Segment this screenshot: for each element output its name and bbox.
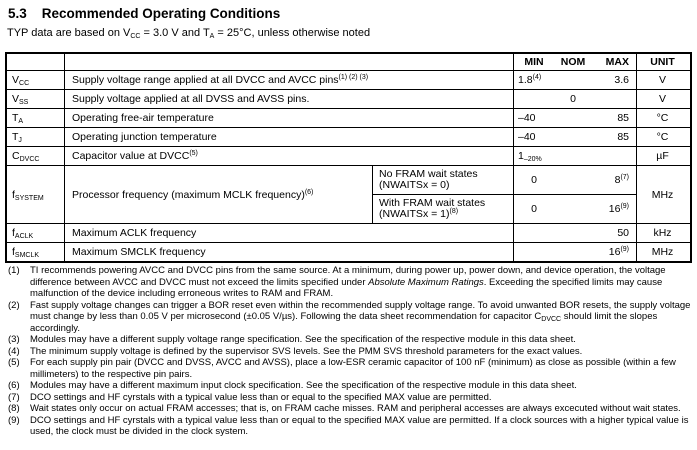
header-nom-label: NOM bbox=[560, 56, 586, 68]
description-cell bbox=[64, 224, 513, 242]
header-min-nom-max-cell bbox=[513, 54, 636, 70]
description-cell bbox=[64, 71, 513, 89]
symbol-cell bbox=[7, 243, 64, 261]
footnotes-list bbox=[8, 265, 692, 438]
symbol-vss: $V_{SS}$ bbox=[12, 93, 29, 106]
min-nom-max-cell bbox=[513, 90, 636, 108]
table-row-ta bbox=[7, 108, 690, 127]
table-row-fsmclk bbox=[7, 242, 690, 261]
symbol-tj: $T_J$ bbox=[12, 131, 22, 144]
header-description-cell bbox=[64, 54, 513, 70]
max-value: 16$^{(9)}$ bbox=[608, 203, 629, 215]
table-row-fsystem bbox=[7, 165, 690, 223]
unit-cell: V bbox=[636, 71, 688, 89]
unit-cell: °C bbox=[636, 128, 688, 146]
table-condition-note: TYP data are based on $V_{CC} = 3.0$ V and $T_A = 25^\circ C$, unless otherwise noted bbox=[7, 27, 371, 40]
unit-cell: V bbox=[636, 90, 688, 108]
unit-cell: °C bbox=[636, 109, 688, 127]
condition-cell bbox=[372, 195, 513, 223]
description-vcc: Supply voltage range applied at all DVCC and AVCC pins$^{(1) (2) (3)}$ bbox=[72, 74, 369, 86]
footnote-2 bbox=[8, 300, 692, 335]
min-value: $1_{-20\%}$ bbox=[518, 150, 542, 163]
min-value: –40 bbox=[518, 112, 536, 124]
description-cell bbox=[64, 90, 513, 108]
section-number: 5.3 bbox=[8, 6, 27, 21]
section-heading bbox=[8, 6, 280, 21]
footnote-number: (9) bbox=[8, 414, 20, 426]
min-value: 1.8$^{(4)}$ bbox=[518, 74, 542, 86]
min-nom-max-cell bbox=[513, 109, 636, 127]
footnote-7 bbox=[8, 392, 692, 404]
condition-cell bbox=[372, 166, 513, 194]
max-value: 3.6 bbox=[614, 74, 629, 86]
min-nom-max-cell bbox=[513, 71, 636, 89]
symbol-cell bbox=[7, 128, 64, 146]
description-cell bbox=[64, 147, 513, 165]
footnote-3 bbox=[8, 334, 692, 346]
footnote-text: Wait states only occur on actual FRAM accesses; that is, on FRAM cache misses. RAM and peripheral accesses are always excecuted without wait states. bbox=[30, 403, 681, 414]
table-row-cdvcc bbox=[7, 146, 690, 165]
symbol-fsmclk: $f_{SMCLK}$ bbox=[12, 246, 40, 259]
description-faclk: Maximum ACLK frequency bbox=[72, 227, 197, 239]
min-nom-max-cell bbox=[513, 243, 636, 261]
min-value: 0 bbox=[531, 203, 537, 215]
description-ta: Operating free-air temperature bbox=[72, 112, 214, 124]
footnote-number: (7) bbox=[8, 391, 20, 403]
description-cell bbox=[64, 109, 513, 127]
table-row-tj bbox=[7, 127, 690, 146]
min-nom-max-cell bbox=[513, 195, 636, 223]
description-fsystem: Processor frequency (maximum MCLK frequency)$^{(6)}$ bbox=[72, 188, 314, 201]
header-min-label: MIN bbox=[524, 56, 544, 68]
condition-no-wait: No FRAM wait states (NWAITSx = 0) bbox=[379, 167, 478, 191]
fsystem-conditions-block bbox=[372, 166, 636, 223]
symbol-faclk: $f_{ACLK}$ bbox=[12, 227, 34, 240]
unit-cell: kHz bbox=[636, 224, 688, 242]
description-cell bbox=[64, 128, 513, 146]
footnote-text: Modules may have a different supply voltage range specification. See the specification of the respective module in this data sheet. bbox=[30, 334, 576, 345]
table-row-vcc bbox=[7, 70, 690, 89]
description-cell bbox=[64, 166, 372, 223]
header-symbol-cell bbox=[7, 54, 64, 70]
footnote-number: (8) bbox=[8, 403, 20, 414]
table-row-faclk bbox=[7, 223, 690, 242]
symbol-cell bbox=[7, 71, 64, 89]
max-value: 8$^{(7)}$ bbox=[614, 174, 629, 186]
fsystem-subrow-with-wait bbox=[372, 194, 636, 223]
footnote-8 bbox=[8, 403, 692, 415]
symbol-cell bbox=[7, 109, 64, 127]
footnote-text: DCO settings and HF cyrstals with a typical value less than or equal to the specified MAX value are permitted. If a clock sources with a higher typical value is used, the clock must be divided in the clock system. bbox=[30, 414, 689, 437]
min-nom-max-cell bbox=[513, 128, 636, 146]
min-nom-max-cell bbox=[513, 147, 636, 165]
description-fsmclk: Maximum SMCLK frequency bbox=[72, 246, 206, 258]
symbol-cell bbox=[7, 166, 64, 223]
description-cdvcc: Capacitor value at DVCC$^{(5)}$ bbox=[72, 150, 198, 162]
max-value: 16$^{(9)}$ bbox=[608, 246, 629, 258]
footnote-text: TI recommends powering AVCC and DVCC pins from the same source. At a minimum, during power up, power down, and device operation, the voltage difference between AVCC and DVCC must not exceed the limits specified under Absolute Maximum Ratings. Exceeding the specified limits may cause malfunction of the device including erroneous writes to RAM and FRAM. bbox=[30, 265, 666, 299]
unit-cell: MHz bbox=[636, 243, 688, 261]
max-value: 85 bbox=[617, 131, 629, 143]
min-nom-max-cell bbox=[513, 224, 636, 242]
footnote-9 bbox=[8, 415, 692, 438]
footnote-6 bbox=[8, 380, 692, 392]
footnote-text: Fast supply voltage changes can trigger a BOR reset even within the recommended supply voltage range. To avoid unwanted BOR resets, the supply voltage must change by less than 0.05 V per microsecond (±0.05 V/µs). Following the data sheet recommendation for capacitor $C_{DVCC}$ should limit the slopes accordingly. bbox=[30, 299, 691, 334]
operating-conditions-table bbox=[5, 52, 692, 263]
max-value: 50 bbox=[617, 227, 629, 239]
footnote-number: (4) bbox=[8, 345, 20, 357]
header-max-label: MAX bbox=[605, 56, 629, 68]
table-header-row bbox=[7, 54, 690, 70]
footnote-number: (1) bbox=[8, 265, 20, 276]
symbol-vcc: $V_{CC}$ bbox=[12, 74, 30, 87]
min-value: 0 bbox=[531, 174, 537, 186]
footnote-1 bbox=[8, 265, 692, 300]
footnote-text: DCO settings and HF cyrstals with a typical value less than or equal to the specified MAX value are permitted. bbox=[30, 391, 492, 403]
fsystem-subrow-no-wait bbox=[372, 166, 636, 194]
footnote-number: (6) bbox=[8, 380, 20, 391]
footnote-4 bbox=[8, 346, 692, 358]
condition-with-wait: With FRAM wait states (NWAITSx = 1)$^{(8)}$ bbox=[379, 196, 486, 220]
max-value: 85 bbox=[617, 112, 629, 124]
description-tj: Operating junction temperature bbox=[72, 131, 217, 143]
description-vss: Supply voltage applied at all DVSS and AVSS pins. bbox=[72, 93, 310, 105]
symbol-ta: $T_A$ bbox=[12, 112, 24, 125]
nom-value: 0 bbox=[570, 93, 576, 105]
header-unit-label: UNIT bbox=[636, 54, 688, 70]
symbol-cell bbox=[7, 224, 64, 242]
footnote-number: (3) bbox=[8, 334, 20, 345]
symbol-cell bbox=[7, 90, 64, 108]
min-value: –40 bbox=[518, 131, 536, 143]
symbol-cell bbox=[7, 147, 64, 165]
footnote-text: The minimum supply voltage is defined by the supervisor SVS levels. See the PMM SVS threshold parameters for the exact values. bbox=[30, 345, 583, 357]
footnote-text: For each supply pin pair (DVCC and DVSS, AVCC and AVSS), place a low-ESR ceramic capacitor of 100 nF (minimum) as close as possible (within a few millimeters) to the respective pin pairs. bbox=[30, 357, 676, 380]
symbol-fsystem: $f_{SYSTEM}$ bbox=[12, 188, 44, 202]
unit-cell: MHz bbox=[636, 166, 688, 223]
footnote-number: (2) bbox=[8, 299, 20, 311]
footnote-number: (5) bbox=[8, 357, 20, 368]
min-nom-max-cell bbox=[513, 166, 636, 194]
footnote-text: Modules may have a different maximum input clock specification. See the specification of the respective module in this data sheet. bbox=[30, 380, 577, 391]
page-title: Recommended Operating Conditions bbox=[41, 6, 281, 21]
footnote-5 bbox=[8, 357, 692, 380]
table-row-vss bbox=[7, 89, 690, 108]
symbol-cdvcc: $C_{DVCC}$ bbox=[12, 150, 40, 163]
unit-cell: µF bbox=[636, 147, 688, 165]
description-cell bbox=[64, 243, 513, 261]
